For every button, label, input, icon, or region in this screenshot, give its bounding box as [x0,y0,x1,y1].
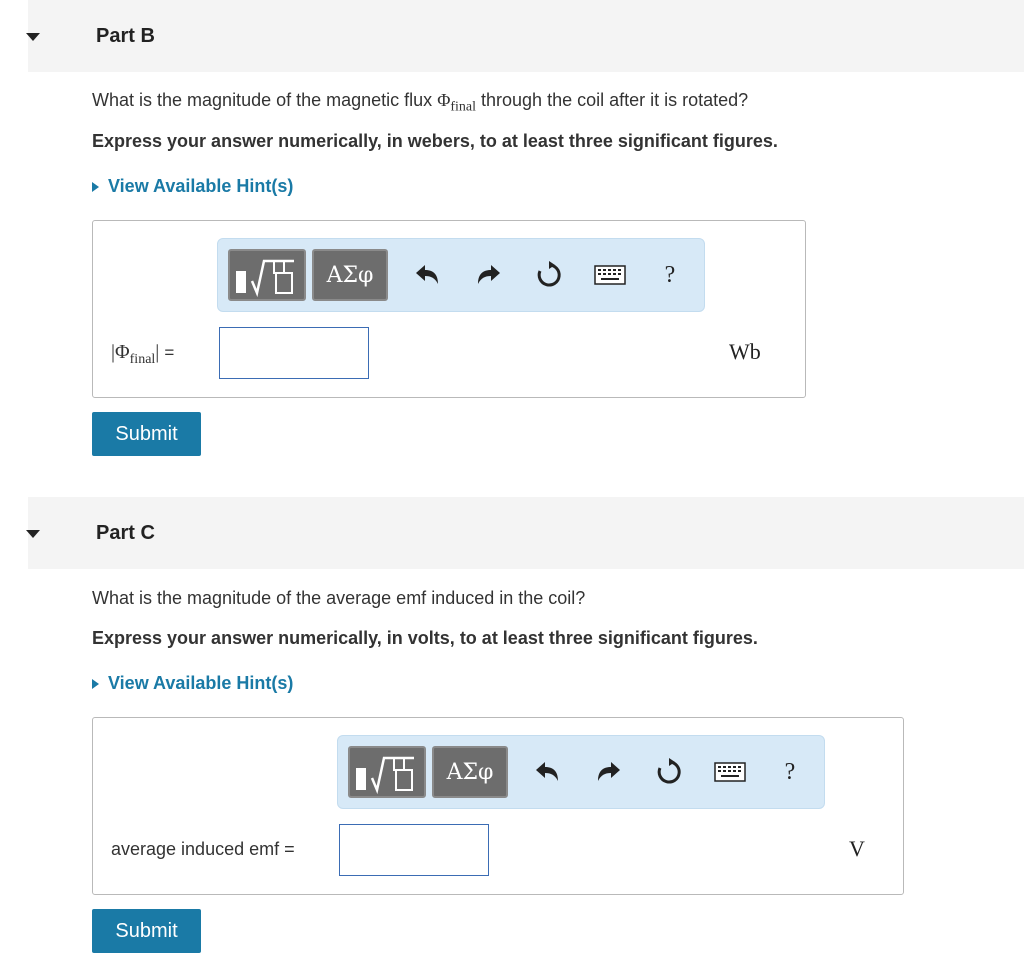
caret-right-icon [92,182,99,192]
part-b-collapse-icon[interactable] [24,30,42,44]
part-b-question: What is the magnitude of the magnetic flux $\Phi_{final}$ through the coil after it is rotated? [92,90,749,115]
undo-icon[interactable] [532,758,562,786]
greek-symbols-button[interactable]: ΑΣφ [312,249,388,301]
help-icon[interactable]: ? [784,758,796,785]
part-b-header[interactable] [28,0,1024,72]
templates-button[interactable] [228,249,306,301]
part-c-collapse-icon[interactable] [24,527,42,541]
part-c-title: Part C [96,522,155,544]
part-b-answer-box [92,220,806,398]
part-c-math-toolbar [337,735,825,809]
part-c-header[interactable] [28,497,1024,569]
part-c-unit: V [849,836,865,861]
undo-icon[interactable] [412,261,442,289]
part-b-answer-input[interactable] [219,327,369,379]
phi-final-symbol: $\Phi_{final}$ [437,90,477,115]
part-b-answer-label: $|\Phi_{final}|$ = [111,341,175,367]
part-b-unit: Wb [729,339,761,364]
part-c-instruction: Express your answer numerically, in volts, to at least three significant figures. [92,628,758,648]
greek-symbols-button[interactable]: ΑΣφ [432,746,508,798]
templates-button[interactable] [348,746,426,798]
part-c-hint-link[interactable]: View Available Hint(s) [92,673,293,694]
reset-icon[interactable] [654,758,684,786]
redo-icon[interactable] [594,758,624,786]
part-b-math-toolbar [217,238,705,312]
keyboard-icon[interactable] [712,758,748,786]
templates-icon [350,748,424,796]
part-b-title: Part B [96,25,155,47]
templates-icon [230,251,304,299]
part-c-answer-input[interactable] [339,824,489,876]
part-c-question: What is the magnitude of the average emf induced in the coil? [92,588,586,608]
keyboard-icon[interactable] [592,261,628,289]
part-c-submit-button[interactable]: Submit [92,909,201,953]
part-b-hint-link[interactable]: View Available Hint(s) [92,176,293,197]
help-icon[interactable]: ? [664,261,676,288]
part-c-answer-box [92,717,904,895]
part-c-answer-label: average induced emf = [111,839,295,859]
part-b-instruction: Express your answer numerically, in webers, to at least three significant figures. [92,131,778,151]
part-b-submit-button[interactable]: Submit [92,412,201,456]
redo-icon[interactable] [474,261,504,289]
reset-icon[interactable] [534,261,564,289]
caret-right-icon [92,679,99,689]
